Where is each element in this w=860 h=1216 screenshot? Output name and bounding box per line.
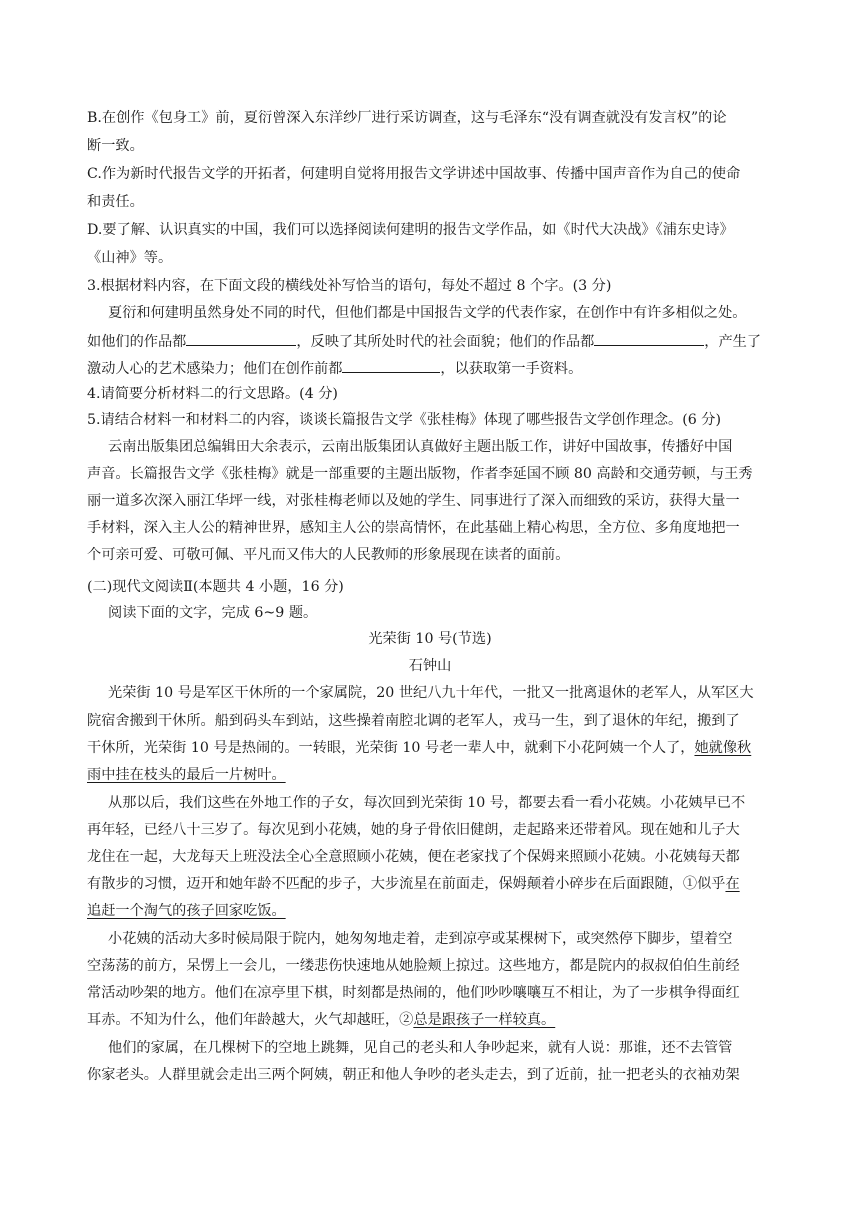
section-instruction: 阅读下面的文字，完成 6~9 题。 (108, 605, 318, 621)
story-p1-line-1: 光荣街 10 号是军区干休所的一个家属院，20 世纪八九十年代，一批又一批离退休的老军人，从军区大 (108, 685, 754, 701)
question-4: 4.请简要分析材料二的行文思路。(4 分) (87, 386, 338, 402)
question-5: 5.请结合材料一和材料二的内容，谈谈长篇报告文学《张桂梅》体现了哪些报告文学创作理念。(6 分) (87, 412, 722, 428)
text-segment: ，反映了其所处时代的社会面貌；他们的作品都 (296, 334, 595, 350)
underlined-phrase: 追赶一个淘气的孩子回家吃饭。 (87, 903, 286, 919)
story-p2-line-2: 再年轻，已经八十三岁了。每次见到小花姨，她的身子骨依旧健朗，走起路来还带着风。现在她和儿子大 (87, 822, 740, 838)
story-p3-line-2: 空荡荡的前方，呆愣上一会儿，一缕悲伤快速地从她脸颊上掠过。这些地方，都是院内的叔叔伯伯生前经 (87, 958, 740, 974)
option-d-line-2: 《山神》等。 (87, 250, 173, 266)
underlined-phrase: 在 (725, 876, 740, 892)
story-p2-line-5 (87, 901, 286, 921)
material-line-2: 声音。长篇报告文学《张桂梅》就是一部重要的主题出版物，作者李延国不顾 80 高龄和交通劳顿，与王秀 (87, 466, 753, 482)
material-line-1: 云南出版集团总编辑田大余表示，云南出版集团认真做好主题出版工作，讲好中国故事，传播好中国 (108, 439, 733, 455)
story-p2-line-4 (87, 874, 740, 894)
story-p1-line-2: 院宿舍搬到干休所。船到码头车到站，这些操着南腔北调的老军人，戎马一生，到了退休的年纪，搬到了 (87, 713, 740, 729)
question-3-text-line-2 (87, 331, 761, 352)
story-p3-line-4 (87, 1010, 555, 1030)
story-p2-line-3: 龙住在一起，大龙每天上班没法全心全意照顾小花姨，便在老家找了个保姆来照顾小花姨。小花姨每天都 (87, 849, 740, 865)
story-p2-line-1: 从那以后，我们这些在外地工作的子女，每次回到光荣街 10 号，都要去看一看小花姨。小花姨早已不 (108, 795, 746, 811)
fill-blank-1[interactable] (186, 331, 296, 346)
story-title: 光荣街 10 号(节选) (368, 631, 492, 647)
story-author: 石钟山 (408, 658, 452, 674)
story-p3-line-3: 常活动吵架的地方。他们在凉亭里下棋，时刻都是热闹的，他们吵吵嚷嚷互不相让，为了一步棋争得面红 (87, 985, 740, 1001)
option-b-line-1: B.在创作《包身工》前，夏衍曾深入东洋纱厂进行采访调查，这与毛泽东“没有调查就没有发言权”的论 (87, 110, 727, 126)
section-heading: (二)现代文阅读Ⅱ(本题共 4 小题，16 分) (87, 579, 344, 595)
material-line-5: 个可亲可爱、可敬可佩、平凡而又伟大的人民教师的形象展现在读者的面前。 (87, 547, 570, 563)
story-p4-line-1: 他们的家属，在几棵树下的空地上跳舞，见自己的老头和人争吵起来，就有人说：那谁，还不去管管 (108, 1040, 733, 1056)
text-segment: 如他们的作品都 (87, 334, 187, 350)
text-segment: 激动人心的艺术感染力；他们在创作前都 (87, 361, 343, 377)
underlined-phrase: 雨中挂在枝头的最后一片树叶。 (87, 767, 286, 783)
option-b-line-2: 断一致。 (87, 138, 144, 154)
fill-blank-2[interactable] (594, 331, 704, 346)
material-line-4: 手材料，深入主人公的精神世界，感知主人公的崇高情怀，在此基础上精心构思，全方位、多角度地把一 (87, 520, 740, 536)
underlined-phrase: 她就像秋 (694, 740, 752, 756)
text-segment: 耳赤。不知为什么，他们年龄越大，火气却越旺，② (87, 1012, 414, 1028)
text-segment: 有散步的习惯，迈开和她年龄不匹配的步子，大步流星在前面走，保姆颠着小碎步在后面跟随，①似乎 (87, 876, 726, 892)
option-c-line-2: 和责任。 (87, 194, 144, 210)
material-line-3: 丽一道多次深入丽江华坪一线，对张桂梅老师以及她的学生、同事进行了深入而细致的采访，获得大量一 (87, 493, 740, 509)
text-segment: ，产生了 (704, 334, 762, 350)
underlined-phrase: 总是跟孩子一样较真。 (413, 1012, 556, 1028)
story-p4-line-2: 你家老头。人群里就会走出三两个阿姨，朝正和他人争吵的老头走去，到了近前，扯一把老头的衣袖劝架 (87, 1067, 740, 1083)
story-p3-line-1: 小花姨的活动大多时候局限于院内，她匆匆地走着，走到凉亭或某棵树下，或突然停下脚步，望着空 (108, 931, 733, 947)
story-p1-line-4 (87, 765, 286, 785)
question-3: 3.根据材料内容，在下面文段的横线处补写恰当的语句，每处不超过 8 个字。(3 分) (87, 278, 612, 294)
question-3-text-line-1: 夏衍和何建明虽然身处不同的时代，但他们都是中国报告文学的代表作家，在创作中有许多相似之处。 (108, 305, 747, 321)
option-c-line-1: C.作为新时代报告文学的开拓者，何建明自觉将用报告文学讲述中国故事、传播中国声音作为自己的使命 (87, 166, 741, 182)
option-d-line-1: D.要了解、认识真实的中国，我们可以选择阅读何建明的报告文学作品，如《时代大决战》《浦东史诗》 (87, 222, 734, 238)
fill-blank-3[interactable] (342, 358, 440, 373)
text-segment: ，以获取第一手资料。 (440, 361, 583, 377)
story-p1-line-3 (87, 738, 751, 758)
text-segment: 干休所，光荣街 10 号是热闹的。一转眼，光荣街 10 号老一辈人中，就剩下小花阿姨一个人了， (87, 740, 695, 756)
question-3-text-line-3 (87, 358, 582, 379)
